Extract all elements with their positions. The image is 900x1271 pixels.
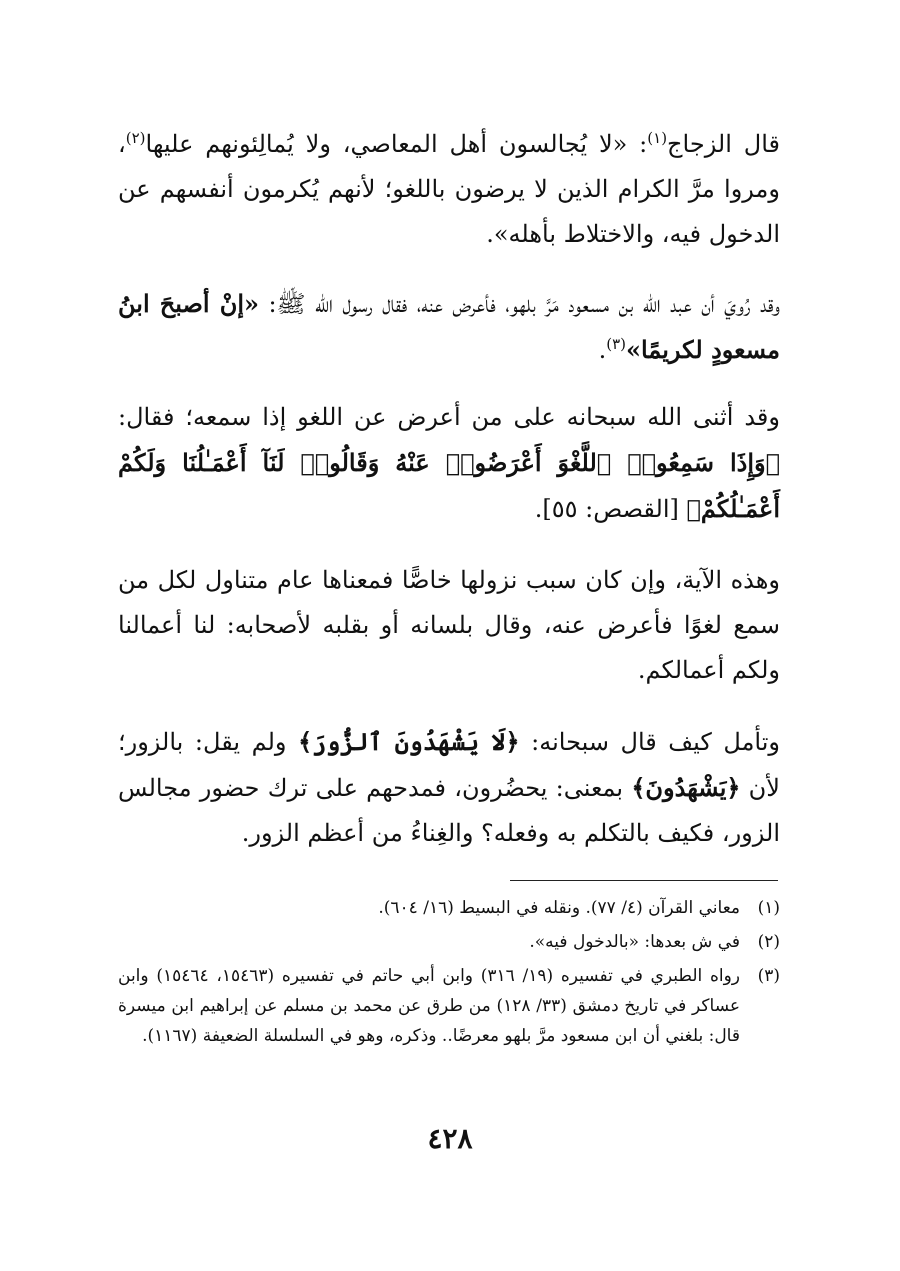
- page-number: ٤٢٨: [427, 1122, 473, 1155]
- paragraph-1: [118, 122, 780, 257]
- quran-verse: ﴿لَا يَشْهَدُونَ ٱلزُّورَ﴾: [298, 727, 520, 756]
- paragraph-2: [118, 281, 780, 373]
- footnote-1: [118, 893, 780, 923]
- text-run: وقد أثنى الله سبحانه على من أعرض عن اللغو إذا سمعه؛ فقال:: [118, 403, 780, 431]
- main-text: [118, 122, 780, 876]
- footnotes: [118, 893, 780, 1055]
- footnote-ref-1[interactable]: (١): [647, 129, 668, 147]
- paragraph-4: وهذه الآية، وإن كان سبب نزولها خاصًّا فمعناها عام متناول لكل من سمع لغوًا فأعرض عنه، وقال بلسانه أو بقلبه لأصحابه: لنا أعمالنا ولكم أعمالكم.: [118, 566, 780, 684]
- text-run: .: [598, 336, 607, 364]
- text-run: ولم يقل: بالزور؛ لأن: [118, 728, 780, 802]
- text-run: قال الزجاج: [667, 130, 780, 158]
- quran-verse: ﴿يَشْهَدُونَ﴾: [631, 773, 741, 802]
- footnote-text: في ش بعدها: «بالدخول فيه».: [529, 932, 740, 952]
- footnote-3: [118, 961, 780, 1051]
- footnote-text: معاني القرآن (٤/ ٧٧). ونقله في البسيط (١٦/ ٦٠٤).: [378, 898, 740, 918]
- footnote-2: [118, 927, 780, 957]
- text-run: بمعنى: يحضُرون، فمدحهم على ترك حضور مجالس الزور، فكيف بالتكلم به وفعله؟ والغِناءُ من أعظم الزور.: [118, 774, 780, 847]
- text-run: : «لا يُجالسون أهل المعاصي، ولا يُمالِئونهم عليها: [145, 130, 648, 158]
- text-run: ، ومروا مرَّ الكرام الذين لا يرضون باللغو؛ لأنهم يُكرمون أنفسهم عن الدخول فيه، والاختلاط بأهله».: [118, 130, 780, 248]
- hadith-quote: «إنْ أصبحَ ابنُ مسعودٍ لكريمًا»: [118, 289, 780, 364]
- text-run: وتأمل كيف قال سبحانه:: [519, 728, 781, 756]
- footnote-number: (٢): [757, 932, 780, 952]
- text-run: وقد رُويَ أن عبد الله بن مسعود مَرَّ بلهو، فأعرض عنه، فقال رسول الله ﷺ:: [259, 290, 781, 318]
- footnote-text: رواه الطبري في تفسيره (١٩/ ٣١٦) وابن أبي حاتم في تفسيره (١٥٤٦٣، ١٥٤٦٤) وابن عساكر في تاريخ دمشق (٣٣/ ١٢٨) من طرق عن محمد بن مسلم عن إبراهيم ابن ميسرة قال: بلغني أن ابن مسعود مرَّ بلهو معرضًا.. وذكره، وهو في السلسلة الضعيفة (١١٦٧).: [118, 966, 741, 1046]
- footnote-number: (١): [757, 898, 780, 918]
- footnote-ref-3[interactable]: (٣): [606, 335, 627, 353]
- quran-verse: ﴿وَإِذَا سَمِعُوا۟ ٱللَّغْوَ أَعْرَضُوا۟ عَنْهُ وَقَالُوا۟ لَنَآ أَعْمَـٰلُنَا وَلَكُمْ أَعْمَـٰلُكُمْ﴾: [118, 448, 780, 523]
- verse-reference: [القصص: ٥٥].: [534, 495, 687, 523]
- footnote-ref-2[interactable]: (٢): [125, 129, 146, 147]
- footnote-number: (٣): [757, 966, 780, 986]
- paragraph-3: [118, 395, 780, 532]
- paragraph-5: [118, 719, 780, 856]
- footnote-divider: [510, 880, 778, 881]
